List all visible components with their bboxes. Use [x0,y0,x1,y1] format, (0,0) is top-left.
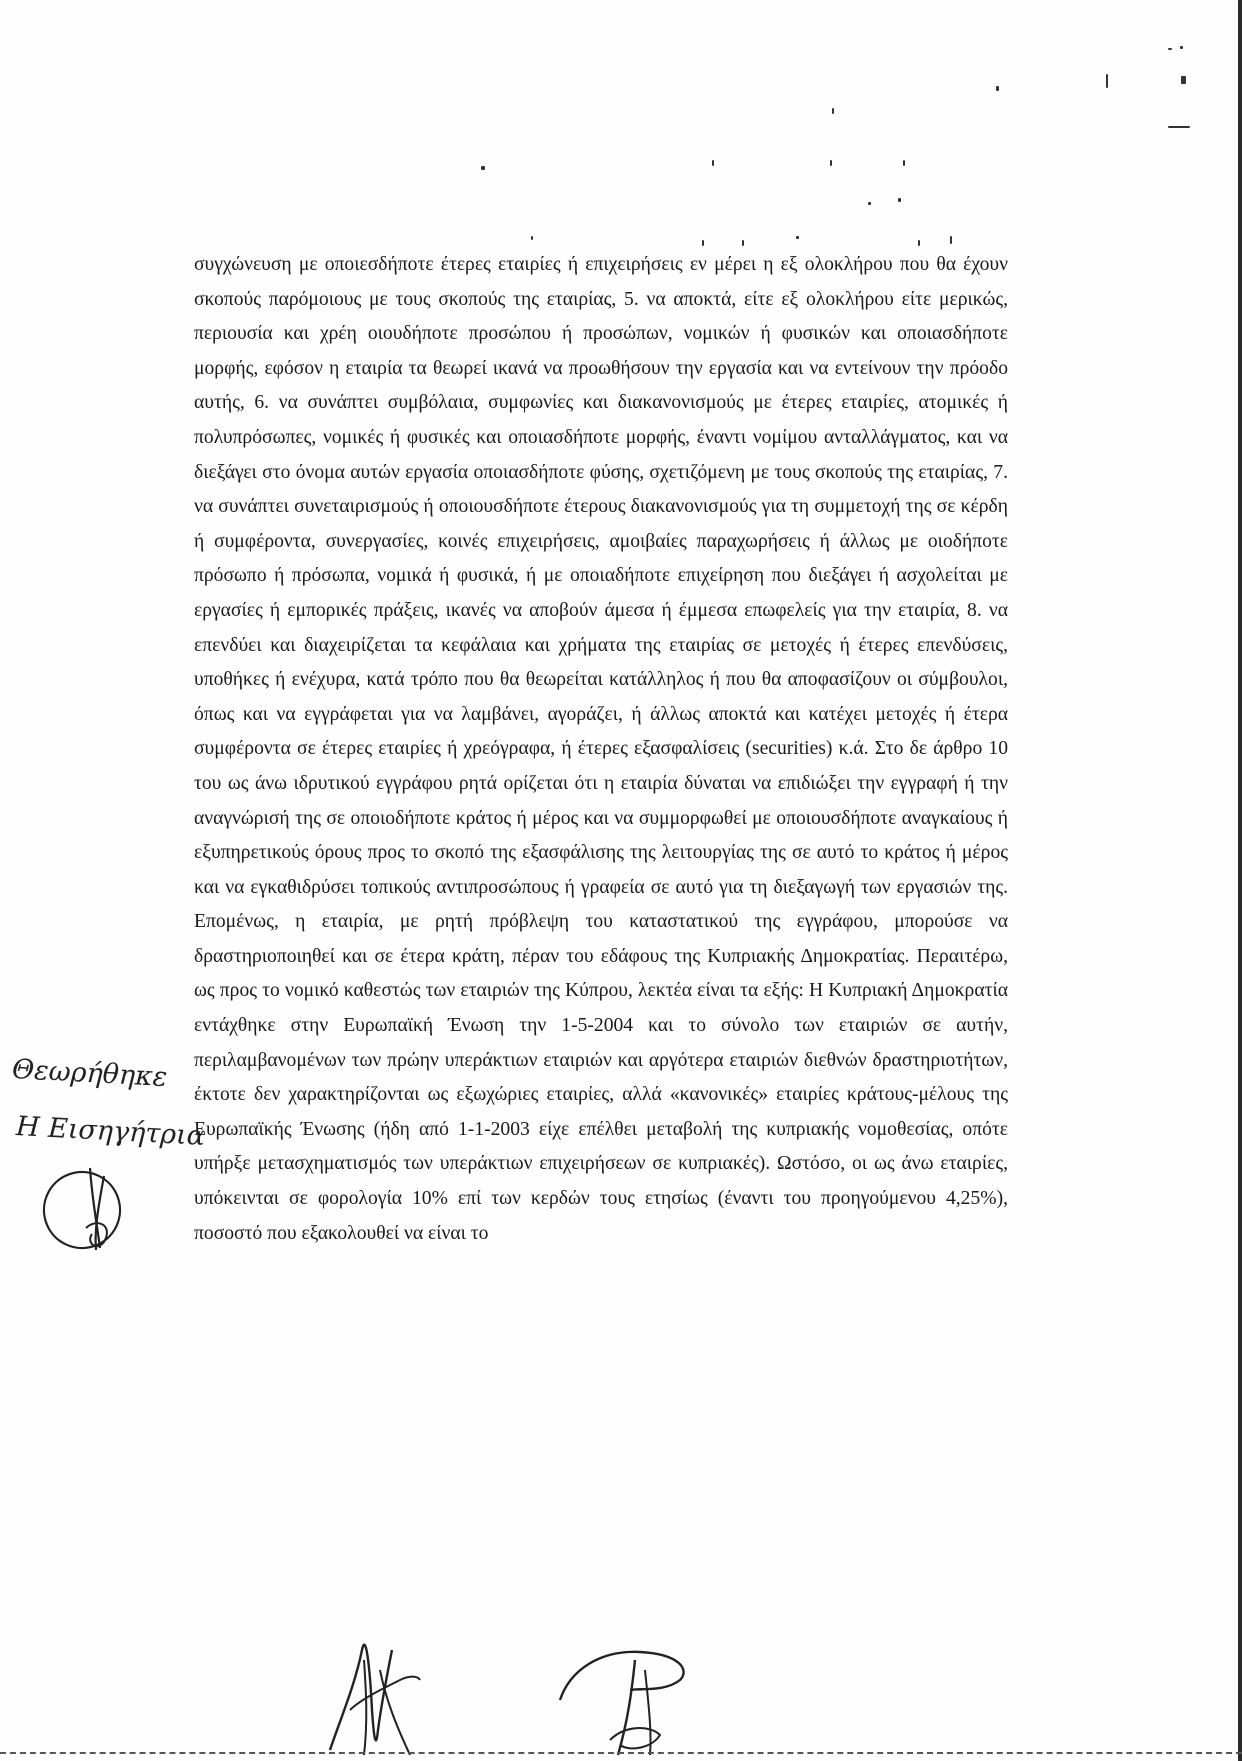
scan-speck [1181,76,1186,84]
initials-signature-icon [30,1158,150,1258]
document-body-text: συγχώνευση με οποιεσδήποτε έτερες εταιρίες ή επιχειρήσεις εν μέρει η εξ ολοκλήρου που θα έχουν σκοπούς παρόμοιους με τους σκοπούς της εταιρίας, 5. να αποκτά, είτε εξ ολοκλήρου είτε μερικώς, περιουσία και χρέη οιουδήποτε προσώπου ή προσώπων, νομικών ή φυσικών και οποιασδήποτε μορφής, εφόσον η εταιρία τα θεωρεί ικανά να προωθήσουν την εργασία και να εντείνουν την πρόοδο αυτής, 6. να συνάπτει συμβόλαια, συμφωνίες και διακανονισμούς με έτερες εταιρίες, ατομικές ή πολυπρόσωπες, νομικές ή φυσικές και οποιασδήποτε μορφής, έναντι νομίμου ανταλλάγματος, και να διεξάγει στο όνομα αυτών εργασία οποιασδήποτε φύσης, σχετιζόμενη με τους σκοπούς της εταιρίας, 7. να συνάπτει συνεταιρισμούς ή οποιουσδήποτε έτερους διακανονισμούς για τη συμμετοχή της σε κέρδη ή συμφέροντα, συνεργασίες, κοινές επιχειρήσεις, αμοιβαίες παραχωρήσεις ή άλλως με οιοδήποτε πρόσωπο ή πρόσωπα, νομικά ή φυσικά, ή με οποιαδήποτε επιχείρηση που διεξάγει ή ασχολείται με εργασίες ή εμπορικές πράξεις, ικανές να αποβούν άμεσα ή έμμεσα επωφελείς για την εταιρία, 8. να επενδύει και διαχειρίζεται τα κεφάλαια και χρήματα της εταιρίας σε μετοχές ή έτερες επενδύσεις, υποθήκες ή ενέχυρα, κατά τρόπο που θα θεωρείται κατάλληλος ή που θα αποφασίζουν οι σύμβουλοι, όπως και να εγγράφεται για να λαμβάνει, αγοράζει, ή άλλως αποκτά και κατέχει μετοχές ή έτερα συμφέροντα σε έτερες εταιρίες ή χρεόγραφα, ή έτερες εξασφαλίσεις (securities) κ.ά. Στο δε άρθρο 10 του ως άνω ιδρυτικού εγγράφου ρητά ορίζεται ότι η εταιρία δύναται να επιδιώξει την εγγραφή ή την αναγνώρισή της σε οποιοδήποτε κράτος ή μέρος και να συμμορφωθεί με οποιουσδήποτε αναγκαίους ή εξυπηρετικούς όρους προς το σκοπό της εξασφάλισης της λειτουργίας της σε αυτό το κράτος ή μέρος και να εγκαθιδρύσει τοπικούς αντιπροσώπους ή γραφεία σε αυτό για τη διεξαγωγή των εργασιών της. Επομένως, η εταιρία, με ρητή πρόβλεψη του καταστατικού της εγγράφου, μπορούσε να δραστηριοποιηθεί και σε έτερα κράτη, πέραν του εδάφους της Κυπριακής Δημοκρατίας. Περαιτέρω, ως προς το νομικό καθεστώς των εταιριών της Κύπρου, λεκτέα είναι τα εξής: Η Κυπριακή Δημοκρατία εντάχθηκε στην Ευρωπαϊκή Ένωση την 1-5-2004 και το σύνολο των εταιριών σε αυτήν, περιλαμβανομένων των πρώην υπεράκτιων εταιριών και αργότερα εταιριών διεθνών δραστηριοτήτων, έκτοτε δεν χαρακτηρίζονται ως εξωχώριες εταιρίες, αλλά «κανονικές» εταιρίες κράτους-μέλους της Ευρωπαϊκής Ένωσης (ήδη από 1-1-2003 είχε επέλθει μεταβολή της κυπριακής νομοθεσίας, οπότε υπήρξε μετασχηματισμός των υπεράκτιων επιχειρήσεων σε κυπριακές). Ωστόσο, οι ως άνω εταιρίες, υπόκεινται σε φορολογία 10% επί των κερδών τους ετησίως (έναντι του προηγούμενου 4,25%), ποσοστό που εξακολουθεί να είναι το [194,254,1008,1244]
scan-speck [903,160,905,166]
scan-speck [1180,46,1183,49]
handwritten-margin-note [10,1053,206,1248]
scan-speck [830,160,832,166]
scan-speck [742,240,744,246]
scan-speck [950,236,952,244]
scan-speck [996,86,999,91]
scan-speck [898,198,901,202]
margin-note-line-2: Η Εισηγήτρια [15,1111,206,1152]
margin-note-line-1: Θεωρήθηκε [11,1053,169,1094]
scan-edge-border [1238,0,1242,1761]
scan-speck [832,108,834,114]
scan-speck [712,160,714,166]
scan-speck [1106,74,1108,88]
bottom-edge-rule [0,1752,1242,1756]
scan-speck [918,240,920,246]
scan-speck [702,240,704,246]
scan-speck [531,236,533,240]
signature-right-icon [540,1630,700,1760]
scan-speck [1168,48,1172,50]
signature-left-icon [300,1630,450,1760]
scan-speck [796,236,799,239]
scan-speck [481,166,485,170]
scan-speck [1168,126,1190,128]
scan-speck [868,202,871,205]
